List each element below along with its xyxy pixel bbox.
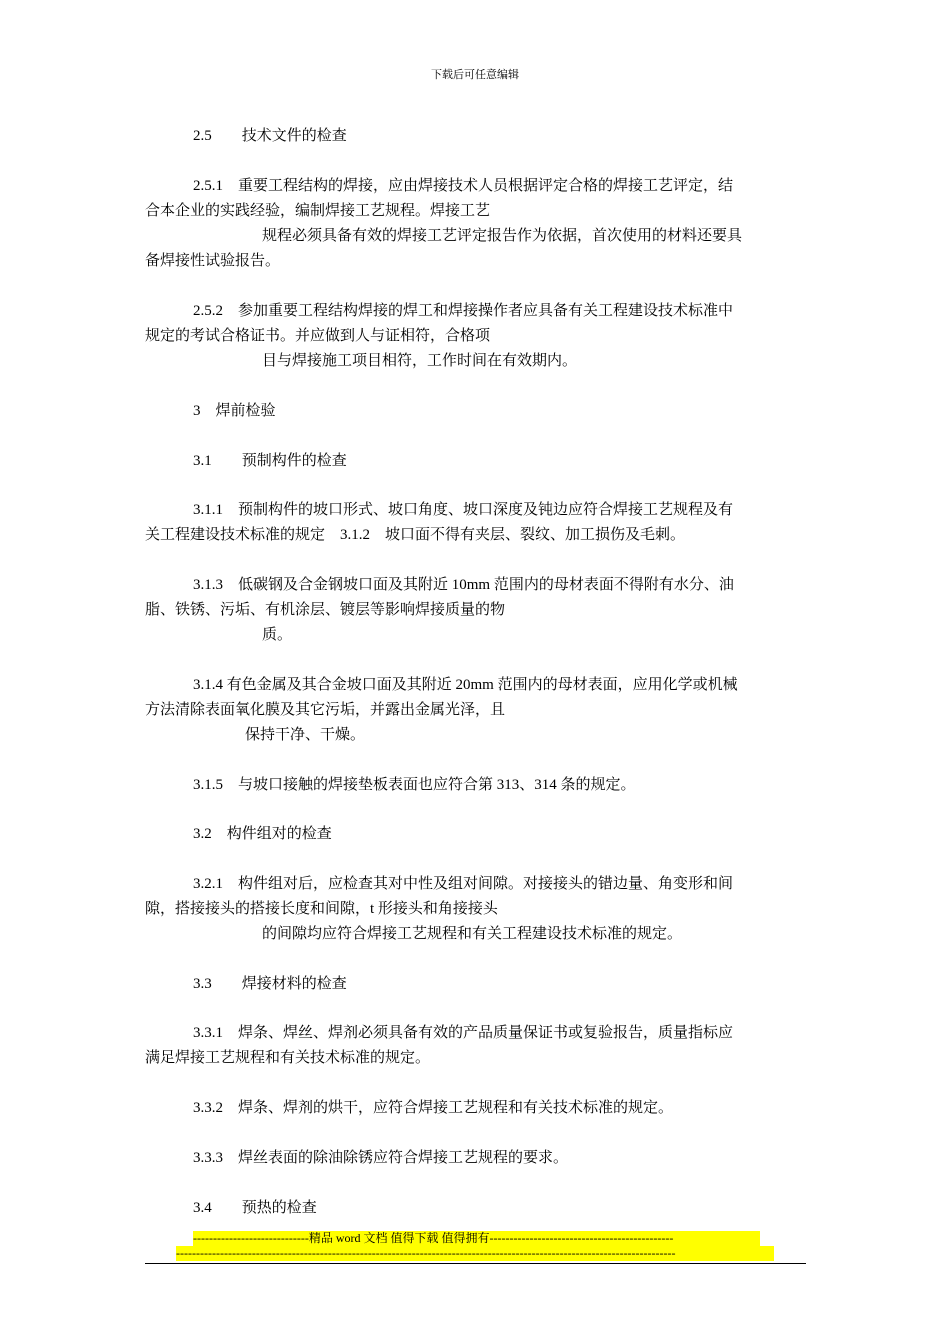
para-3-3-3: 3.3.3 焊丝表面的除油除锈应符合焊接工艺规程的要求。 [193, 1150, 569, 1166]
para-3-1-3-line2: 脂、铁锈、污垢、有机涂层、镀层等影响焊接质量的物 [145, 602, 506, 618]
para-3-1-1-line2: 关工程建设技术标准的规定 3.1.2 坡口面不得有夹层、裂纹、加工损伤及毛刺。 [145, 527, 686, 543]
footer-rule [145, 1263, 806, 1264]
para-2-5-2-line2: 规定的考试合格证书。并应做到人与证相符，合格项 [145, 328, 491, 344]
para-2-5-2-line1: 2.5.2 参加重要工程结构焊接的焊工和焊接操作者应具备有关工程建设技术标准中 [193, 303, 734, 319]
para-3-1-3-line3: 质。 [262, 627, 293, 643]
para-3-2-1-line1: 3.2.1 构件组对后，应检查其对中性及组对间隙。对接接头的错边量、角变形和间 [193, 876, 734, 892]
para-3-2-1-line2: 隙，搭接接头的搭接长度和间隙，t 形接头和角接接头 [145, 901, 498, 917]
section-3-3-title: 3.3 焊接材料的检查 [193, 976, 347, 992]
section-3-1-title: 3.1 预制构件的检查 [193, 453, 347, 469]
para-3-2-1-line3: 的间隙均应符合焊接工艺规程和有关工程建设技术标准的规定。 [262, 926, 683, 942]
footer-banner-line1: -----------------------------精品 word 文档 值得下载 值得拥有---------------------------------------------- [193, 1231, 760, 1246]
para-3-1-4-line2: 方法清除表面氧化膜及其它污垢，并露出金属光泽，且 [145, 702, 506, 718]
page-header: 下载后可任意编辑 [431, 69, 519, 81]
para-2-5-1-line1: 2.5.1 重要工程结构的焊接，应由焊接技术人员根据评定合格的焊接工艺评定，结 [193, 178, 734, 194]
para-3-1-3-line1: 3.1.3 低碳钢及合金钢坡口面及其附近 10mm 范围内的母材表面不得附有水分、油 [193, 577, 734, 593]
section-3-title: 3 焊前检验 [193, 403, 276, 419]
para-2-5-1-line3: 规程必须具备有效的焊接工艺评定报告作为依据，首次使用的材料还要具 [262, 228, 743, 244]
section-2-5-title: 2.5 技术文件的检查 [193, 128, 347, 144]
para-2-5-2-line3: 目与焊接施工项目相符，工作时间在有效期内。 [262, 353, 578, 369]
para-3-3-1-line1: 3.3.1 焊条、焊丝、焊剂必须具备有效的产品质量保证书或复验报告，质量指标应 [193, 1025, 734, 1041]
para-2-5-1-line4: 备焊接性试验报告。 [145, 253, 281, 269]
para-2-5-1-line2: 合本企业的实践经验，编制焊接工艺规程。焊接工艺 [145, 203, 491, 219]
footer-banner-line2: ----------------------------------------------------------------------------------------------------------------------------- [176, 1246, 774, 1261]
para-3-1-4-line3: 保持干净、干燥。 [245, 727, 366, 743]
para-3-1-4-line1: 3.1.4 有色金属及其合金坡口面及其附近 20mm 范围内的母材表面，应用化学或机械 [193, 677, 738, 693]
section-3-4-title: 3.4 预热的检查 [193, 1200, 317, 1216]
para-3-1-5: 3.1.5 与坡口接触的焊接垫板表面也应符合第 313、314 条的规定。 [193, 777, 636, 793]
section-3-2-title: 3.2 构件组对的检查 [193, 826, 332, 842]
para-3-1-1-line1: 3.1.1 预制构件的坡口形式、坡口角度、坡口深度及钝边应符合焊接工艺规程及有 [193, 502, 734, 518]
para-3-3-1-line2: 满足焊接工艺规程和有关技术标准的规定。 [145, 1050, 431, 1066]
para-3-3-2: 3.3.2 焊条、焊剂的烘干，应符合焊接工艺规程和有关技术标准的规定。 [193, 1100, 674, 1116]
